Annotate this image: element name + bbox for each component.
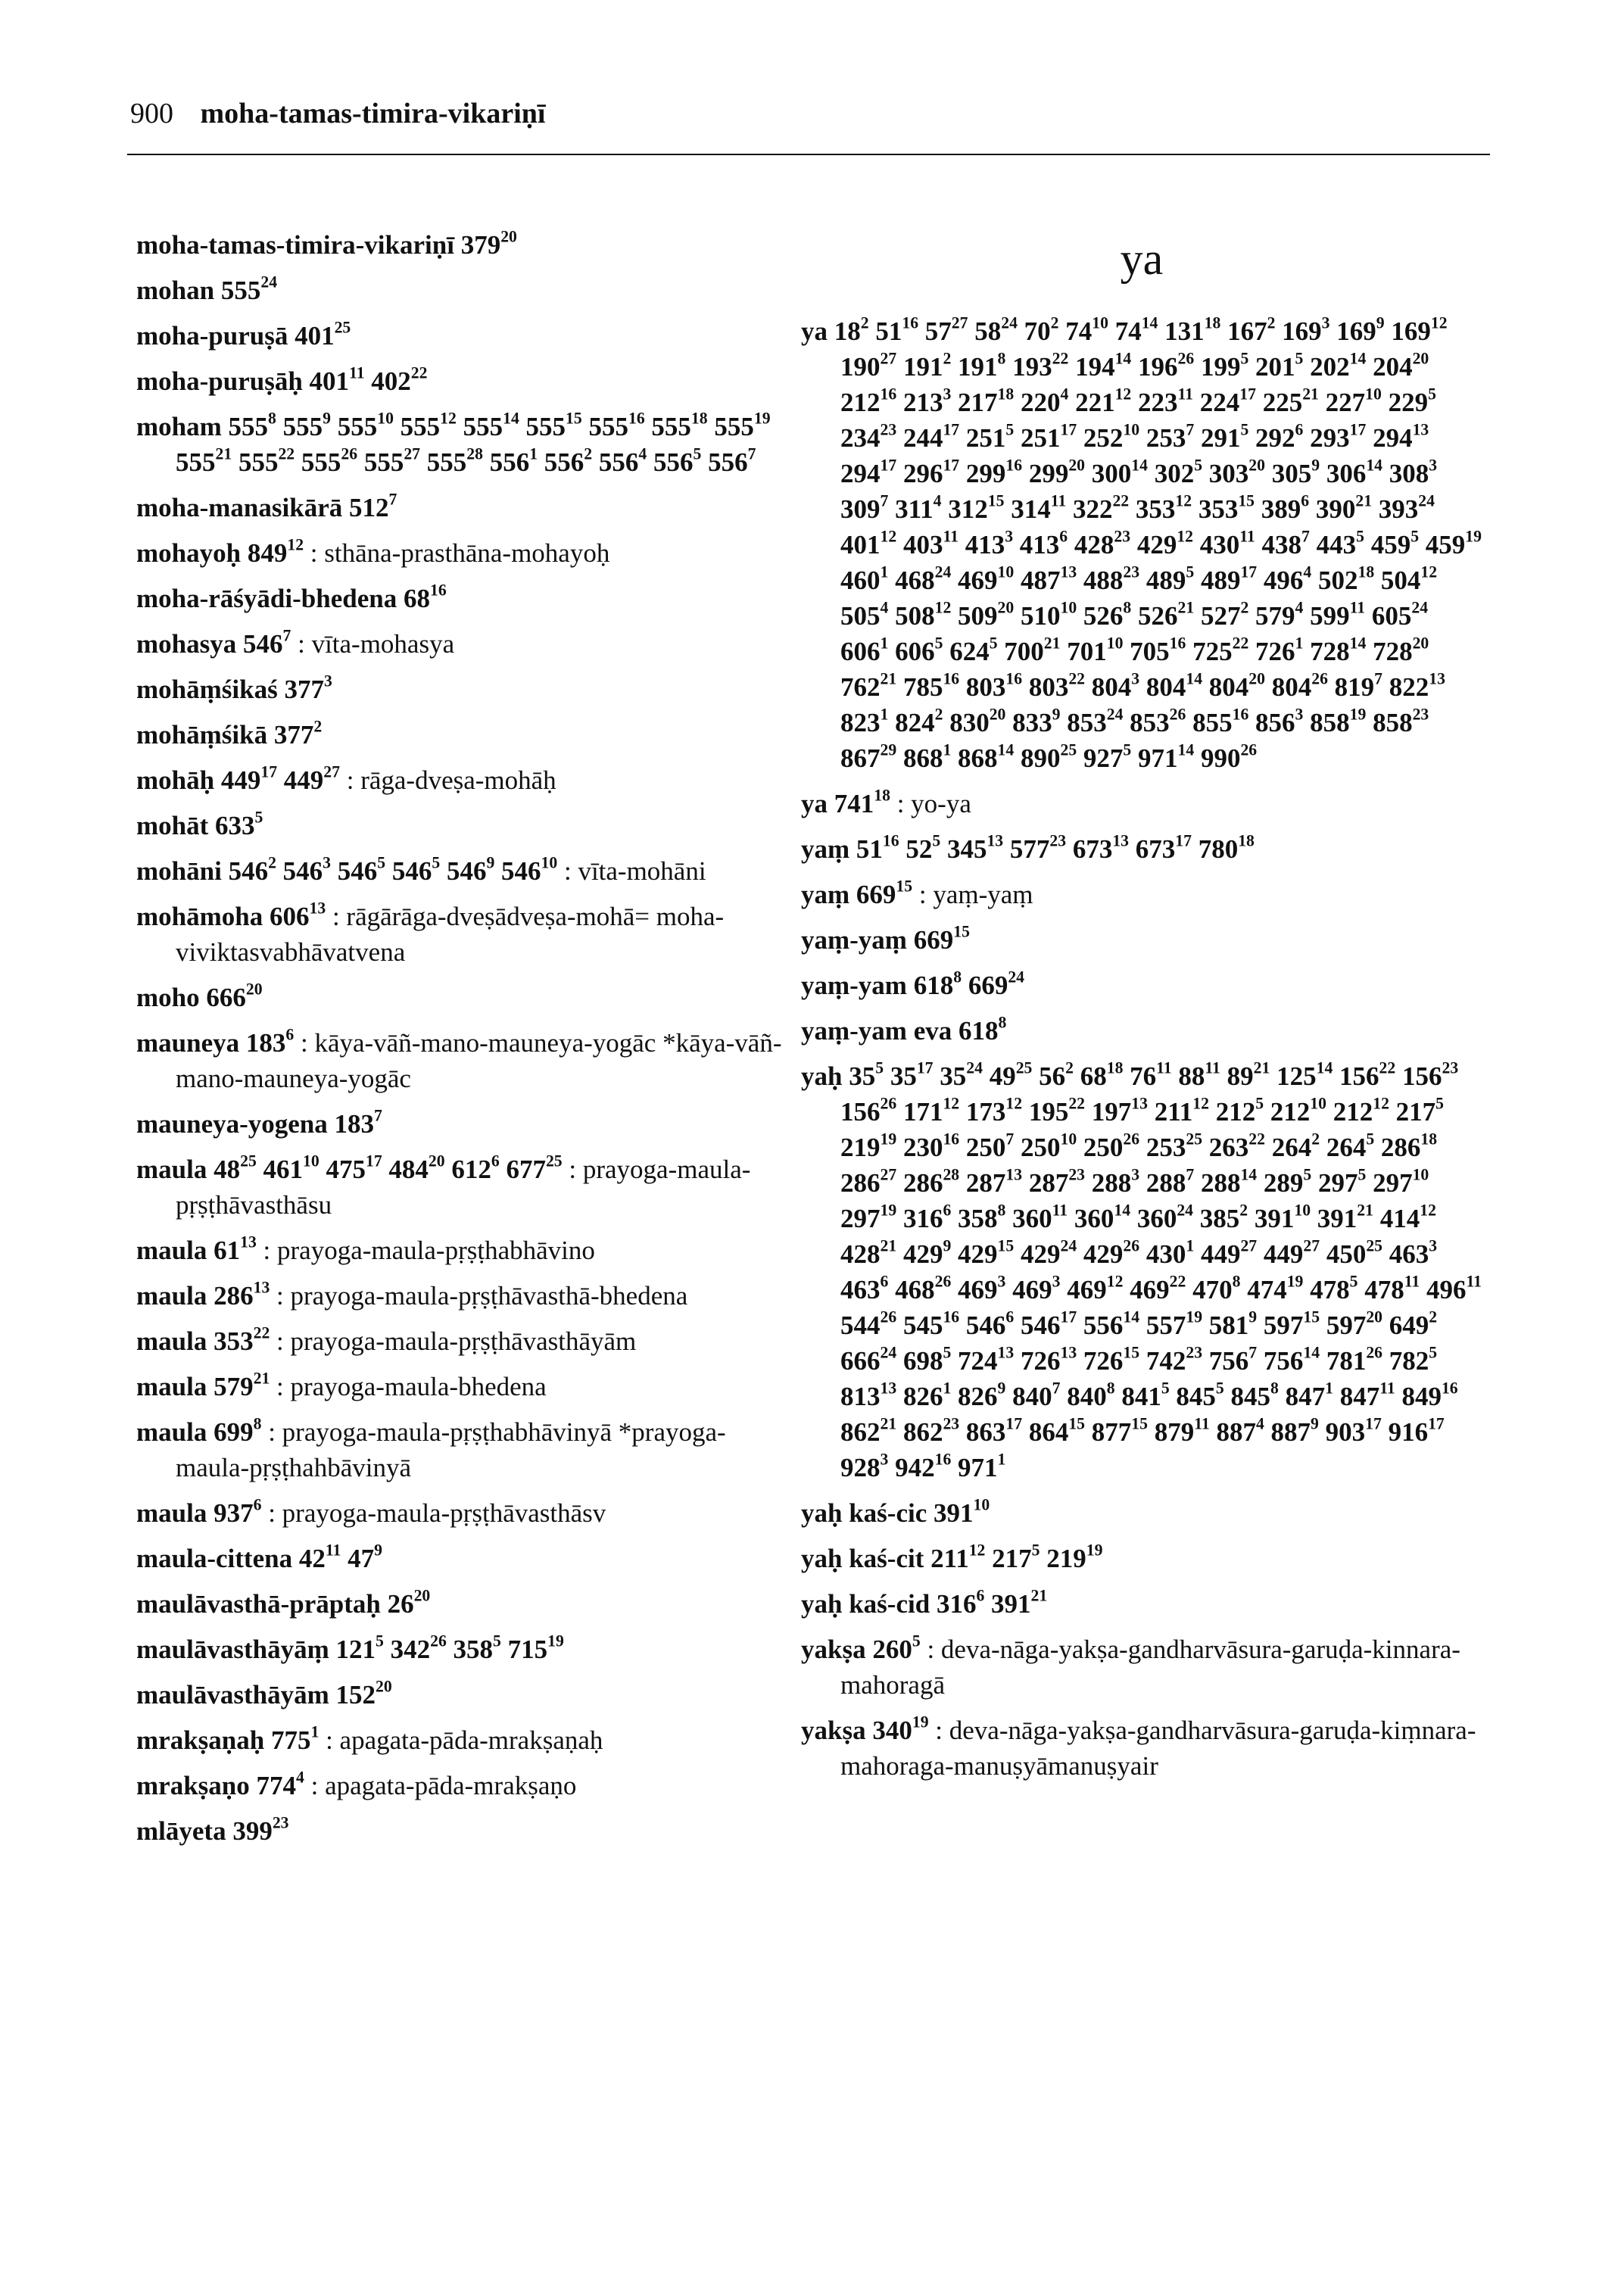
index-entry	[136, 1495, 795, 1531]
index-entry	[136, 1722, 795, 1758]
entry-references: $449^{17}$ $449^{27}$	[220, 762, 340, 795]
entry-note: : prayoga-maula-pṛṣṭhabhāvino	[263, 1236, 595, 1265]
entry-headword: maulāvasthāyām	[136, 1680, 329, 1710]
index-entry	[136, 273, 795, 308]
entry-headword: mohāt	[136, 811, 209, 840]
index-entry	[136, 808, 795, 843]
index-entry	[136, 581, 795, 616]
index-entry	[136, 1414, 795, 1485]
entry-note: : apagata-pāda-mrakṣaṇaḥ	[326, 1725, 603, 1755]
entry-references: $399^{23}$	[232, 1813, 289, 1846]
index-entry	[801, 1013, 1482, 1049]
entry-headword: yaḥ kaś-cid	[801, 1589, 930, 1619]
index-entry	[136, 980, 795, 1015]
entry-references: $937^6$	[214, 1495, 262, 1528]
entry-references: $618^8$	[959, 1013, 1007, 1046]
index-entry	[801, 831, 1482, 867]
entry-note: : prayoga-maula-bhedena	[276, 1372, 547, 1401]
entry-headword: mohāṃśikaś	[136, 675, 278, 704]
entry-references: $286^{13}$	[214, 1278, 270, 1311]
index-entry	[801, 1541, 1482, 1576]
entry-references: $26^{20}$	[387, 1586, 431, 1619]
entry-references: $152^{20}$	[335, 1677, 392, 1710]
entry-note: : kāya-vāñ-mano-mauneya-yogāc *kāya-vāñ-mano-mauneya-yogāc	[176, 1028, 782, 1093]
entry-references: $579^{21}$	[214, 1369, 270, 1401]
entry-headword: mohāḥ	[136, 765, 215, 795]
entry-references: $401^{25}$	[295, 318, 351, 351]
index-entry	[136, 318, 795, 354]
index-entry	[136, 409, 795, 480]
entry-headword: yakṣa	[801, 1716, 866, 1745]
index-entry	[136, 1632, 795, 1667]
index-entry	[801, 1713, 1482, 1784]
index-entry	[136, 1323, 795, 1359]
index-entry	[136, 1233, 795, 1268]
entry-headword: maula	[136, 1326, 207, 1356]
entry-references: $774^4$	[256, 1768, 304, 1800]
entry-note: : vīta-mohasya	[298, 629, 455, 659]
entry-references: $555^8$ $555^9$ $555^{10}$ $555^{12}$ $555^{14}$ $555^{15}$ $555^{16}$ $555^{18}$ $555^{19}$ $555^{21}$ $555^{22}$ $555^{26}$ $555^{27}$ $555^{28}$ $556^1$ $556^2$ $556^4$ $556^5$ $556^7$	[176, 409, 771, 477]
entry-headword: maula-cittena	[136, 1544, 293, 1573]
entry-references: $260^5$	[872, 1632, 921, 1664]
index-entry	[136, 672, 795, 707]
index-entry	[136, 1677, 795, 1713]
index-entry	[136, 762, 795, 798]
entry-references: $316^6$ $391^{21}$	[936, 1586, 1048, 1619]
entry-headword: mrakṣaṇo	[136, 1771, 250, 1800]
index-entry	[136, 490, 795, 525]
index-entry	[136, 227, 795, 263]
index-entry	[136, 853, 795, 889]
page-number: 900	[130, 98, 173, 129]
entry-headword: ya	[801, 789, 828, 818]
entry-headword: mauneya	[136, 1028, 240, 1058]
entry-note: : yaṃ-yaṃ	[918, 880, 1033, 909]
entry-headword: mohan	[136, 276, 215, 305]
entry-references: $211^{12}$ $217^5$ $219^{19}$	[930, 1541, 1103, 1573]
entry-references: $35^5$ $35^{17}$ $35^{24}$ $49^{25}$ $56^2$ $68^{18}$ $76^{11}$ $88^{11}$ $89^{21}$ $125^{14}$ $156^{22}$ $156^{23}$ $156^{26}$ $171^{12}$ $173^{12}$ $195^{22}$ $197^{13}$ $211^{12}$ $212^5$ $212^{10}$ $212^{12}$ $217^5$ $219^{19}$ $230^{16}$ $250^7$ $250^{10}$ $250^{26}$ $253^{25}$ $263^{22}$ $264^2$ $264^5$ $286^{18}$ $286^{27}$ $286^{28}$ $287^{13}$ $287^{23}$ $288^3$ $288^7$ $288^{14}$ $289^5$ $297^5$ $297^{10}$ $297^{19}$ $316^6$ $358^8$ $360^{11}$ $360^{14}$ $360^{24}$ $385^2$ $391^{10}$ $391^{21}$ $414^{12}$ $428^{21}$ $429^9$ $429^{15}$ $429^{24}$ $429^{26}$ $430^1$ $449^{27}$ $449^{27}$ $450^{25}$ $463^3$ $463^6$ $468^{26}$ $469^3$ $469^3$ $469^{12}$ $469^{22}$ $470^8$ $474^{19}$ $478^5$ $478^{11}$ $496^{11}$ $544^{26}$ $545^{16}$ $546^6$ $546^{17}$ $556^{14}$ $557^{19}$ $581^9$ $597^{15}$ $597^{20}$ $649^2$ $666^{24}$ $698^5$ $724^{13}$ $726^{13}$ $726^{15}$ $742^{23}$ $756^7$ $756^{14}$ $781^{26}$ $782^5$ $813^{13}$ $826^1$ $826^9$ $840^7$ $840^8$ $841^5$ $845^5$ $845^8$ $847^1$ $847^{11}$ $849^{16}$ $862^{21}$ $862^{23}$ $863^{17}$ $864^{15}$ $877^{15}$ $879^{11}$ $887^4$ $887^9$ $903^{17}$ $916^{17}$ $928^3$ $942^{16}$ $971^1$	[840, 1058, 1482, 1482]
entry-references: $512^7$	[349, 490, 397, 522]
entry-headword: yakṣa	[801, 1635, 866, 1664]
index-entry	[136, 1152, 795, 1223]
entry-headword: yaṃ	[801, 880, 850, 909]
entry-note: : sthāna-prasthāna-mohayoḥ	[310, 538, 610, 568]
entry-note: : vīta-mohāni	[563, 856, 706, 886]
index-entry	[801, 1495, 1482, 1531]
entry-headword: yaṃ-yam eva	[801, 1016, 952, 1046]
entry-references: $849^{12}$	[247, 535, 304, 568]
entry-references: $340^{19}$	[872, 1713, 929, 1745]
index-entry	[801, 1586, 1482, 1622]
entry-references: $669^{15}$	[856, 877, 913, 909]
entry-note: : apagata-pāda-mrakṣaṇo	[310, 1771, 577, 1800]
entry-references: $391^{10}$	[934, 1495, 990, 1528]
entry-headword: moha-puruṣā	[136, 321, 288, 351]
section-heading: ya	[1120, 234, 1164, 284]
index-entry	[136, 1813, 795, 1849]
entry-note: : prayoga-maula-pṛṣṭhāvasthā-bhedena	[276, 1281, 688, 1311]
entry-references: $121^5$ $342^{26}$ $358^5$ $715^{19}$	[335, 1632, 564, 1664]
entry-headword: mohasya	[136, 629, 237, 659]
entry-references: $618^8$ $669^{24}$	[913, 968, 1024, 1000]
index-entry	[136, 1541, 795, 1576]
entry-headword: moho	[136, 983, 200, 1012]
entry-references: $666^{20}$	[206, 980, 263, 1012]
page-header	[130, 97, 545, 130]
index-entry	[136, 717, 795, 753]
entry-references: $42^{11}$ $47^9$	[298, 1541, 382, 1573]
entry-headword: maula	[136, 1155, 207, 1184]
entry-references: $699^8$	[214, 1414, 262, 1447]
entry-references: $546^2$ $546^3$ $546^5$ $546^5$ $546^9$ $546^{10}$	[228, 853, 558, 886]
entry-note: : deva-nāga-yakṣa-gandharvāsura-garuḍa-kiṃnara-mahoraga-manuṣyāmanuṣyair	[840, 1716, 1476, 1781]
entry-note: : prayoga-maula-pṛṣṭhāvasthāyām	[276, 1326, 637, 1356]
entry-note: : prayoga-maula-pṛṣṭhāvasthāsv	[268, 1498, 606, 1528]
entry-references: $741^{18}$	[834, 786, 890, 818]
left-column	[136, 227, 795, 1859]
entry-references: $555^{24}$	[220, 273, 278, 305]
index-entry	[801, 922, 1482, 958]
entry-headword: maulāvasthāyāṃ	[136, 1635, 329, 1664]
entry-headword: mohāṃśikā	[136, 720, 268, 750]
entry-headword: moham	[136, 412, 222, 441]
index-entry	[801, 968, 1482, 1003]
header-rule	[127, 154, 1490, 155]
entry-headword: moha-puruṣāḥ	[136, 366, 303, 396]
entry-headword: maula	[136, 1417, 207, 1447]
index-entry	[136, 626, 795, 662]
entry-headword: mohayoḥ	[136, 538, 242, 568]
entry-note: : rāga-dveṣa-mohāḥ	[346, 765, 556, 795]
index-entry	[801, 1632, 1482, 1703]
entry-headword: maula	[136, 1281, 207, 1311]
index-entry	[136, 1278, 795, 1314]
index-entry	[136, 363, 795, 399]
entry-references: $633^5$	[215, 808, 263, 840]
index-entry	[136, 899, 795, 970]
entry-references: $606^{13}$	[270, 899, 326, 931]
entry-note: : deva-nāga-yakṣa-gandharvāsura-garuḍa-kinnara-mahoragā	[840, 1635, 1460, 1700]
entry-references: $51^{16}$ $52^5$ $345^{13}$ $577^{23}$ $673^{13}$ $673^{17}$ $780^{18}$	[856, 831, 1255, 864]
right-entry-list	[801, 313, 1482, 1784]
index-entry	[136, 535, 795, 571]
entry-headword: mlāyeta	[136, 1816, 226, 1846]
entry-note: : yo-ya	[896, 789, 971, 818]
entry-references: $183^6$	[245, 1025, 295, 1058]
index-entry	[136, 1106, 795, 1142]
entry-references: $353^{22}$	[214, 1323, 270, 1356]
index-entry	[136, 1586, 795, 1622]
entry-headword: mrakṣaṇaḥ	[136, 1725, 265, 1755]
entry-headword: mohāni	[136, 856, 222, 886]
index-entry	[801, 786, 1482, 821]
entry-references: $379^{20}$	[460, 227, 517, 260]
index-entry	[136, 1025, 795, 1096]
entry-references: $669^{15}$	[913, 922, 970, 955]
entry-note: : prayoga-maula-pṛṣṭhabhāvinyā *prayoga-maula-pṛṣṭhahbāvinyā	[176, 1417, 726, 1482]
entry-references: $68^{16}$	[403, 581, 447, 613]
index-entry	[136, 1768, 795, 1803]
index-entry	[801, 1058, 1482, 1485]
entry-headword: yaṃ	[801, 834, 850, 864]
entry-headword: yaḥ	[801, 1061, 843, 1091]
entry-headword: moha-manasikārā	[136, 493, 343, 522]
entry-references: $183^7$	[334, 1106, 382, 1139]
entry-references: $61^{13}$	[214, 1233, 257, 1265]
entry-headword: maula	[136, 1236, 207, 1265]
entry-headword: maulāvasthā-prāptaḥ	[136, 1589, 381, 1619]
entry-headword: ya	[801, 316, 828, 346]
entry-references: $775^1$	[270, 1722, 320, 1755]
entry-headword: yaḥ kaś-cic	[801, 1498, 927, 1528]
entry-headword: moha-tamas-timira-vikariṇī	[136, 230, 454, 260]
entry-headword: yaḥ kaś-cit	[801, 1544, 924, 1573]
index-entry	[801, 877, 1482, 912]
entry-note: : prayoga-maula-pṛṣṭhāvasthāsu	[176, 1155, 751, 1220]
index-entry	[136, 1369, 795, 1404]
entry-references: $18^2$ $51^{16}$ $57^{27}$ $58^{24}$ $70^2$ $74^{10}$ $74^{14}$ $131^{18}$ $167^2$ $169^3$ $169^9$ $169^{12}$ $190^{27}$ $191^2$ $191^8$ $193^{22}$ $194^{14}$ $196^{26}$ $199^5$ $201^5$ $202^{14}$ $204^{20}$ $212^{16}$ $213^3$ $217^{18}$ $220^4$ $221^{12}$ $223^{11}$ $224^{17}$ $225^{21}$ $227^{10}$ $229^5$ $234^{23}$ $244^{17}$ $251^5$ $251^{17}$ $252^{10}$ $253^7$ $291^5$ $292^6$ $293^{17}$ $294^{13}$ $294^{17}$ $296^{17}$ $299^{16}$ $299^{20}$ $300^{14}$ $302^5$ $303^{20}$ $305^9$ $306^{14}$ $308^3$ $309^7$ $311^4$ $312^{15}$ $314^{11}$ $322^{22}$ $353^{12}$ $353^{15}$ $389^6$ $390^{21}$ $393^{24}$ $401^{12}$ $403^{11}$ $413^3$ $413^6$ $428^{23}$ $429^{12}$ $430^{11}$ $438^7$ $443^5$ $459^5$ $459^{19}$ $460^1$ $468^{24}$ $469^{10}$ $487^{13}$ $488^{23}$ $489^5$ $489^{17}$ $496^4$ $502^{18}$ $504^{12}$ $505^4$ $508^{12}$ $509^{20}$ $510^{10}$ $526^8$ $526^{21}$ $527^2$ $579^4$ $599^{11}$ $605^{24}$ $606^1$ $606^5$ $624^5$ $700^{21}$ $701^{10}$ $705^{16}$ $725^{22}$ $726^1$ $728^{14}$ $728^{20}$ $762^{21}$ $785^{16}$ $803^{16}$ $803^{22}$ $804^3$ $804^{14}$ $804^{20}$ $804^{26}$ $819^7$ $822^{13}$ $823^1$ $824^2$ $830^{20}$ $833^9$ $853^{24}$ $853^{26}$ $855^{16}$ $856^3$ $858^{19}$ $858^{23}$ $867^{29}$ $868^1$ $868^{14}$ $890^{25}$ $927^5$ $971^{14}$ $990^{26}$	[834, 313, 1482, 773]
entry-headword: yaṃ-yam	[801, 971, 907, 1000]
entry-references: $546^7$	[243, 626, 291, 659]
entry-references: $377^3$	[284, 672, 332, 704]
index-entry	[801, 313, 1482, 776]
entry-headword: mauneya-yogena	[136, 1109, 328, 1139]
entry-note: : rāgārāga-dveṣādveṣa-mohā= moha-viviktasvabhāvatvena	[176, 902, 725, 967]
entry-headword: moha-rāśyādi-bhedena	[136, 584, 397, 613]
entry-references: $401^{11}$ $402^{22}$	[309, 363, 428, 396]
entry-headword: yaṃ-yaṃ	[801, 925, 907, 955]
entry-headword: mohāmoha	[136, 902, 263, 931]
entry-references: $48^{25}$ $461^{10}$ $475^{17}$ $484^{20}$ $612^6$ $677^{25}$	[214, 1152, 563, 1184]
running-title: moha-tamas-timira-vikariṇī	[200, 98, 546, 129]
right-column	[801, 227, 1482, 1794]
entry-headword: maula	[136, 1498, 207, 1528]
entry-headword: maula	[136, 1372, 207, 1401]
entry-references: $377^2$	[273, 717, 323, 750]
